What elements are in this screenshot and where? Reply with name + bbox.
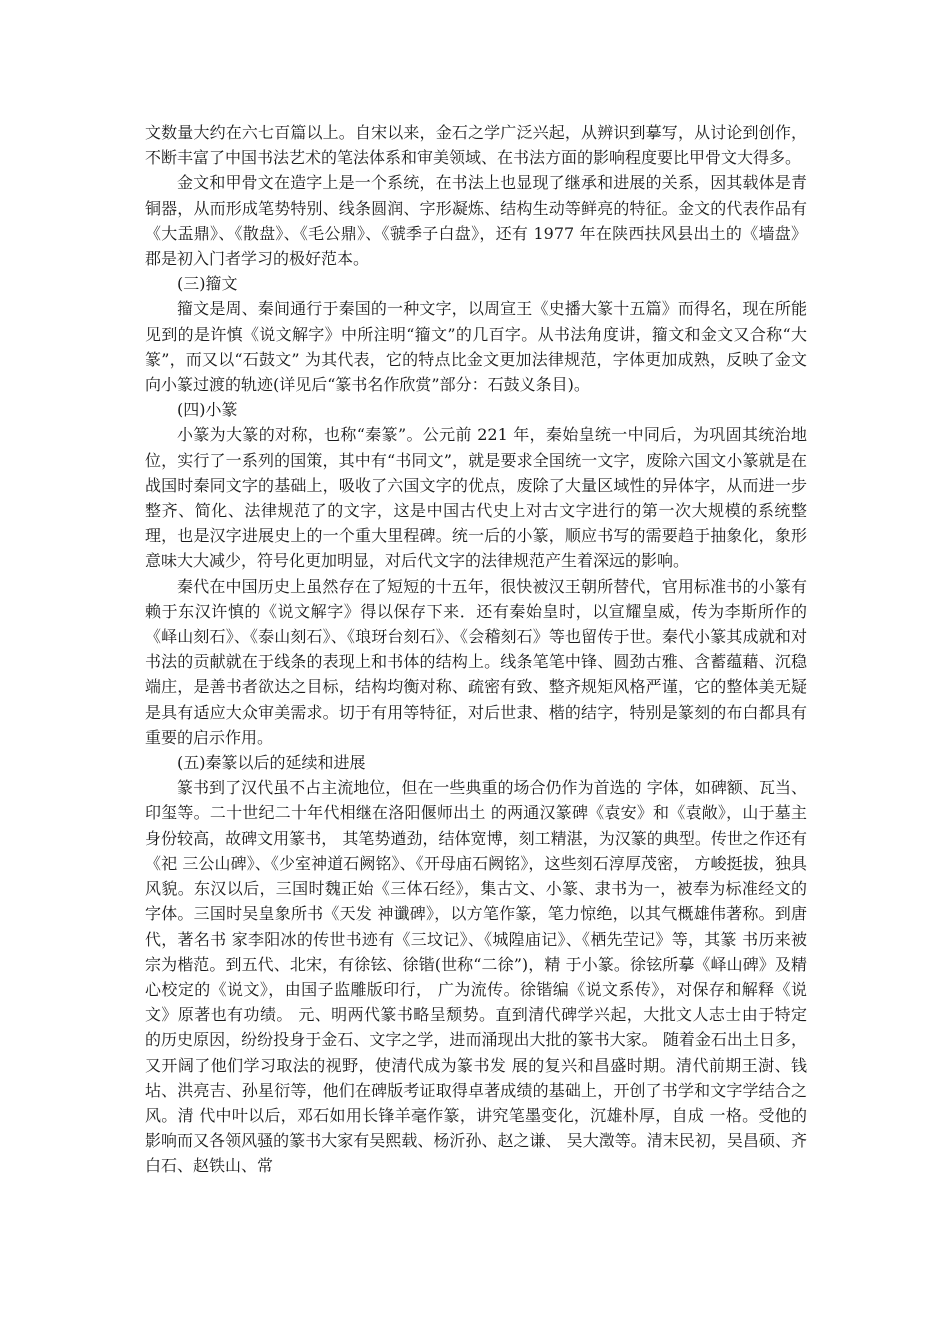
section-heading-xiaozhuan: (四)小篆 xyxy=(177,400,238,420)
section-heading-later-development: (五)秦篆以后的延续和进展 xyxy=(177,753,366,773)
paragraph-jinwen: 金文和甲骨文在造字上是一个系统，在书法上也显现了继承和进展的关系，因其载体是青铜器，从而形成笔势特别、线条圆润、字形凝炼、结构生动等鲜亮的特征。金文的代表作品有《大盂鼎》、《散盘》、《毛公鼎》、《虢季子白盘》，还有 1977 年在陕西扶风县出土的《墙盘》郡是初入门者学习的极好范本。 xyxy=(145,173,807,269)
document-body xyxy=(145,120,807,1179)
section-heading-zhouwen: (三)籀文 xyxy=(177,274,238,294)
paragraph-zhouwen: 籀文是周、秦间通行于秦国的一种文字，以周宣王《史播大篆十五篇》而得名，现在所能见到的是许慎《说文解字》中所注明“籀文”的几百字。从书法角度讲，籀文和金文又合称“大篆”，而又以“石鼓文” 为其代表，它的特点比金文更加法律规范，字体更加成熟，反映了金文向小篆过渡的轨迹(详见后“篆书名作欣赏”部分：石鼓义条目)。 xyxy=(145,299,807,395)
paragraph-xiaozhuan: 小篆为大篆的对称，也称“秦篆”。公元前 221 年，秦始皇统一中同后，为巩固其统治地位，实行了一系列的国策，其中有“书同文”，就是要求全国统一文字，废除六国文小篆就是在战国时秦同文字的基础上，吸收了六国文字的优点，废除了大量区域性的异体字，从而进一步整齐、简化、法律规范了的文字，这是中国古代史上对古文字进行的第一次大规模的系统整理，也是汉字进展史上的一个重大里程碑。统一后的小篆，顺应书写的需要趋于抽象化，象形意味大大减少，符号化更加明显，对后代文字的法律规范产生着深远的影响。 xyxy=(145,425,807,571)
paragraph-later-development: 篆书到了汉代虽不占主流地位，但在一些典重的场合仍作为首选的 字体，如碑额、瓦当、印玺等。二十世纪二十年代相继在洛阳偃师出土 的两通汉篆碑《袁安》和《袁敞》，山于墓主身份较高，故碑文用篆书， 其笔势遒劲，结体宽博，刻工精湛，为汉篆的典型。传世之作还有《祀 三公山碑》、《少室神道石阙铭》、《开母庙石阙铭》，这些刻石淳厚茂密， 方峻挺拔，独具风貌。东汉以后，三国时魏正始《三体石经》，集古文、小篆、隶书为一，被奉为标准经文的字体。三国时吴皇象所书《天发 神谶碑》，以方笔作篆，笔力惊绝，以其气概雄伟著称。到唐代，著名书 家李阳冰的传世书迹有《三坟记》、《城隍庙记》、《栖先茔记》等，其篆 书历来被宗为楷范。到五代、北宋，有徐铉、徐锴(世称“二徐”)，精 于小篆。徐铉所摹《峄山碑》及精心校定的《说文》，由国子监雕版印行， 广为流传。徐锴编《说文系传》，对保存和解释《说文》原著也有功绩。 元、明两代篆书略呈颓势。直到清代碑学兴起，大批文人志士由于特定 的历史原因，纷纷投身于金石、文字之学，进而涌现出大批的篆书大家。 随着金石出土日多，又开阔了他们学习取法的视野，使清代成为篆书发 展的复兴和昌盛时期。清代前期王澍、钱坫、洪亮吉、孙星衍等，他们在碑版考证取得卓著成绩的基础上，开创了书学和文字学结合之风。清 代中叶以后，邓石如用长锋羊毫作篆，讲究笔墨变化，沉雄朴厚，自成 一格。受他的影响而又各领风骚的篆书大家有吴熙载、杨沂孙、赵之谦、 吴大澂等。清末民初，吴昌硕、齐白石、赵铁山、常 xyxy=(145,778,807,1176)
paragraph-qin-dynasty: 秦代在中国历史上虽然存在了短短的十五年，很快被汉王朝所替代，官用标准书的小篆有赖于东汉许慎的《说文解字》得以保存下来．还有秦始皇时，以宣耀皇威，传为李斯所作的《峄山刻石》、《泰山刻石》、《琅玡台刻石》、《会稽刻石》等也留传于世。秦代小篆其成就和对书法的贡献就在于线条的表现上和书体的结构上。线条笔笔中锋、圆劲古雅、含蓄蕴藉、沉稳端庄，是善书者欲达之目标，结构均衡对称、疏密有致、整齐规矩风格严谨，它的整体美无疑是具有适应大众审美需求。切于有用等特征，对后世隶、楷的结字，特别是篆刻的布白都具有重要的启示作用。 xyxy=(145,576,807,747)
paragraph-continued: 文数量大约在六七百篇以上。自宋以来，金石之学广泛兴起，从辨识到摹写，从讨论到创作，不断丰富了中国书法艺术的笔法体系和审美领域、在书法方面的影响程度要比甲骨文大得多。 xyxy=(145,123,807,168)
